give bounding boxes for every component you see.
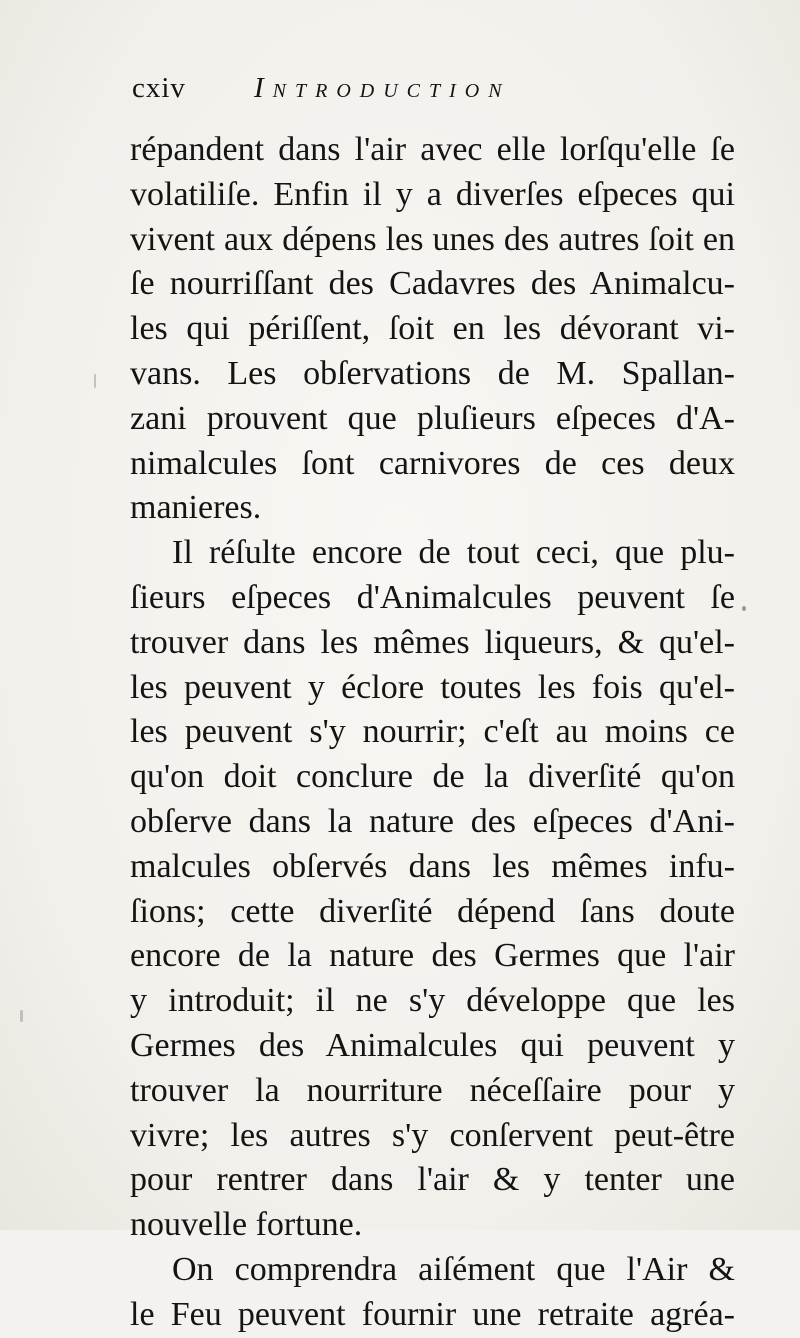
text-line: vans. Les obſervations de M. Spallan- xyxy=(130,354,735,392)
text-line: nouvelle fortune. xyxy=(130,1206,363,1244)
text-line: ſions; cette diverſité dépend ſans doute xyxy=(130,892,735,930)
text-line: Il réſulte encore de tout ceci, que plu- xyxy=(172,534,735,572)
ink-speck xyxy=(20,1010,23,1022)
text-line: trouver dans les mêmes liqueurs, & qu'el- xyxy=(130,623,735,661)
text-line: les qui périſſent, ſoit en les dévorant vi- xyxy=(130,310,735,348)
text-line: Germes des Animalcules qui peuvent y xyxy=(130,1026,735,1064)
text-line: les peuvent y éclore toutes les fois qu'el- xyxy=(130,668,735,706)
text-line: vivent aux dépens les unes des autres ſoit en xyxy=(130,220,735,258)
text-line: qu'on doit conclure de la diverſité qu'on xyxy=(130,758,735,796)
text-line: encore de la nature des Germes que l'air xyxy=(130,937,735,975)
text-line: ſe nourriſſant des Cadavres des Animalcu- xyxy=(130,265,735,303)
text-line: manieres. xyxy=(130,489,262,527)
body-text xyxy=(130,128,735,1338)
ink-speck xyxy=(742,606,746,611)
text-line: le Feu peuvent fournir une retraite agréa- xyxy=(130,1295,735,1333)
running-title: Introduction xyxy=(254,72,511,104)
text-line: volatiliſe. Enfin il y a diverſes eſpeces qui xyxy=(130,175,735,213)
text-line: y introduit; il ne s'y développe que les xyxy=(130,982,735,1020)
text-line: malcules obſervés dans les mêmes infu- xyxy=(130,847,735,885)
text-line: zani prouvent que pluſieurs eſpeces d'A- xyxy=(130,399,735,437)
text-line: vivre; les autres s'y conſervent peut-être xyxy=(130,1116,735,1154)
text-line: ſieurs eſpeces d'Animalcules peuvent ſe xyxy=(130,578,735,616)
text-line: nimalcules ſont carnivores de ces deux xyxy=(130,444,735,482)
text-line: les peuvent s'y nourrir; c'eſt au moins ce xyxy=(130,713,735,751)
text-line: pour rentrer dans l'air & y tenter une xyxy=(130,1161,735,1199)
text-line: On comprendra aiſément que l'Air & xyxy=(172,1250,735,1288)
text-line: obſerve dans la nature des eſpeces d'Ani- xyxy=(130,802,735,840)
text-line: répandent dans l'air avec elle lorſqu'elle ſe xyxy=(130,131,735,168)
page-number: cxiv xyxy=(132,72,186,104)
text-line: trouver la nourriture néceſſaire pour y xyxy=(130,1071,735,1109)
page-header xyxy=(132,72,732,112)
ink-speck xyxy=(94,374,96,388)
